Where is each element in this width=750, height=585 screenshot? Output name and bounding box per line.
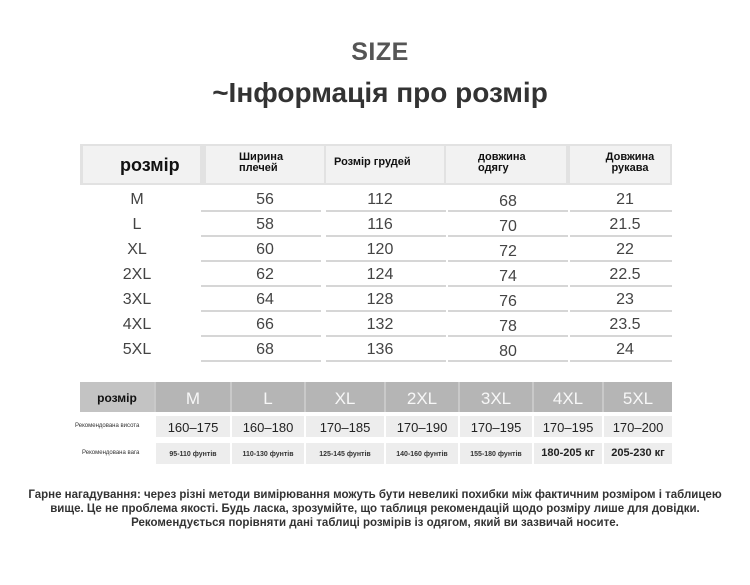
row-divider [326,260,446,262]
table-cell: 66 [256,316,274,333]
row-divider [448,360,568,362]
rec-size-header: L [232,382,304,412]
recommendation-table [75,382,672,470]
table-cell: 128 [366,291,394,308]
row-divider [201,285,321,287]
rec-size-header: 3XL [460,382,532,412]
row-divider [448,235,568,237]
table-cell: 24 [616,341,634,358]
table-cell: M [130,191,144,208]
rec-weight-value: 95-110 фунтів [169,451,217,458]
row-divider [570,235,672,237]
table-cell: 132 [366,316,394,333]
table-cell: 4XL [122,316,152,333]
row-divider [570,210,672,212]
table-cell: 58 [256,216,274,233]
row-divider [570,310,672,312]
table-cell: 70 [499,218,517,235]
table-cell: XL [127,241,147,258]
rec-height-value: 170–190 [396,420,448,435]
row-divider [326,235,446,237]
column-header-size: розмір [120,155,180,175]
row-divider [448,310,568,312]
row-divider [326,210,446,212]
table-cell: 76 [499,293,517,310]
rec-height-value: 170–185 [319,420,371,435]
row-divider [201,260,321,262]
rec-size-header: M [156,382,230,412]
row-divider [326,335,446,337]
rec-weight-value: 205-230 кг [611,447,665,459]
rec-height-value: 170–200 [612,420,664,435]
column-header-shoulder: Ширина плечей [239,151,284,174]
table-cell: 23 [616,291,634,308]
row-divider [570,335,672,337]
page-title: ~Інформація про розмір [212,77,548,108]
table-cell: 62 [256,266,274,283]
rec-height-label: Рекомендована висота [75,423,140,429]
row-divider [201,235,321,237]
table-cell: 21 [616,191,634,208]
table-cell: 68 [256,341,274,358]
measurement-note: Гарне нагадування: через різні методи вимірювання можуть бути невеликі похибки між фактичним розміром і таблицею вище. Це не проблема якості. Будь ласка, зрозумійте, що таблиця рекомендацій щодо розміру лише для довідки. Рекомендується порівняти дані таблиці розмірів із одягом, який ви зазвичай носите. [28,489,722,529]
rec-size-label: розмір [80,382,154,412]
table-cell: 72 [499,243,517,260]
table-cell: 60 [256,241,274,258]
rec-height-value: 170–195 [470,420,522,435]
table-cell: 68 [499,193,517,210]
row-divider [448,260,568,262]
rec-weight-value: 125-145 фунтів [319,451,371,458]
table-cell: 23.5 [609,316,641,333]
table-cell: 136 [366,341,394,358]
row-divider [201,360,321,362]
table-cell: 80 [499,343,517,360]
row-divider [448,285,568,287]
table-cell: 56 [256,191,274,208]
rec-size-header: 2XL [386,382,458,412]
rec-weight-value: 110-130 фунтів [242,451,294,458]
rec-size-header: XL [306,382,384,412]
rec-weight-value: 155-180 фунтів [470,451,522,458]
row-divider [570,260,672,262]
table-cell: 124 [366,266,394,283]
row-divider [326,285,446,287]
table-cell: 78 [499,318,517,335]
size-heading: SIZE [351,38,409,66]
table-cell: 22.5 [609,266,641,283]
column-header-sleeve: Довжина рукава [605,151,655,174]
rec-height-value: 160–175 [167,420,219,435]
table-cell: 112 [367,191,393,208]
row-divider [326,360,446,362]
rec-height-value: 160–180 [242,420,294,435]
rec-size-header: 5XL [604,382,672,412]
table-cell: L [132,216,142,233]
rec-weight-value: 140-160 фунтів [396,451,448,458]
rec-weight-label: Рекомендована вага [82,450,140,456]
rec-size-header: 4XL [534,382,602,412]
row-divider [201,310,321,312]
row-divider [570,285,672,287]
table-cell: 64 [256,291,274,308]
table-cell: 21.5 [609,216,641,233]
table-cell: 3XL [122,291,152,308]
row-divider [570,360,672,362]
table-cell: 5XL [122,341,152,358]
row-divider [448,335,568,337]
rec-weight-value: 180-205 кг [541,447,595,459]
size-table [80,144,672,361]
column-header-chest: Розмір грудей [334,156,411,168]
column-header-length: довжина одягу [478,151,526,174]
row-divider [201,335,321,337]
table-cell: 120 [366,241,394,258]
table-cell: 74 [499,268,517,285]
row-divider [201,210,321,212]
table-cell: 22 [616,241,634,258]
row-divider [448,210,568,212]
table-cell: 116 [367,216,393,233]
row-divider [326,310,446,312]
table-cell: 2XL [122,266,152,283]
rec-height-value: 170–195 [542,420,594,435]
